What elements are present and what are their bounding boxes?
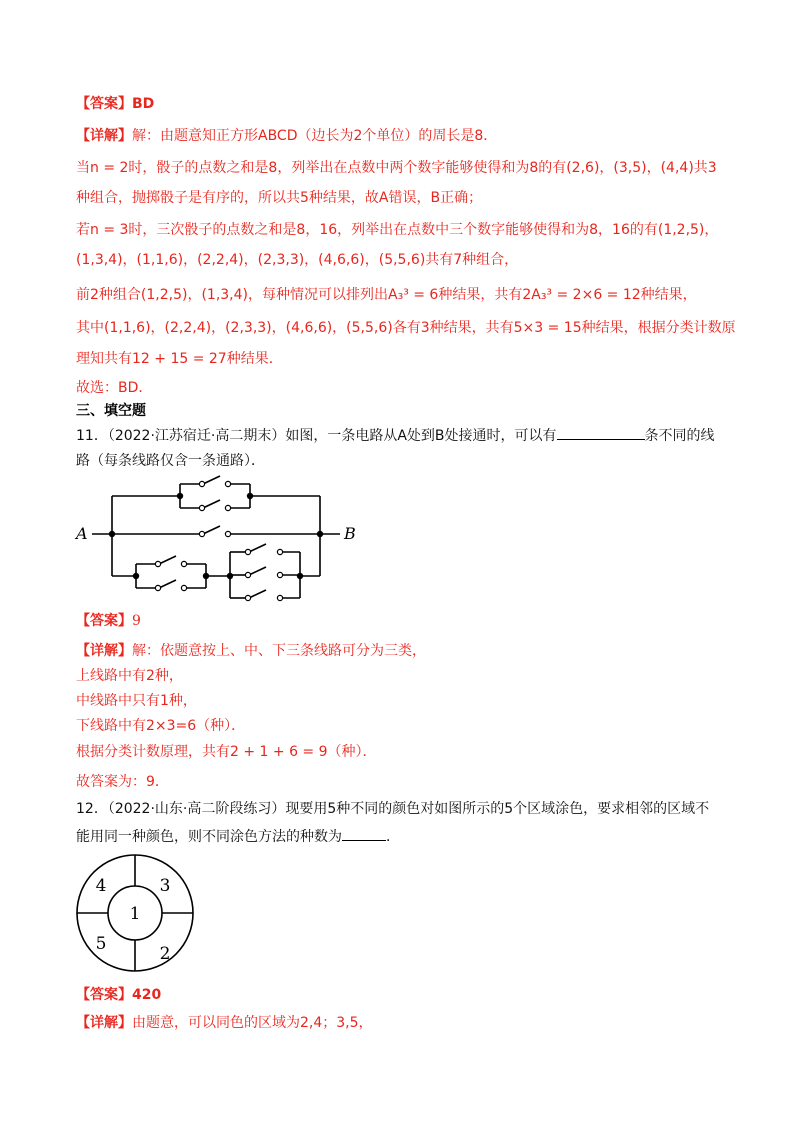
- prev-detail-line-2: 当n = 2时，骰子的点数之和是8，列举出在点数中两个数字能够使得和为8的有(2,6)，(3,5)，(4,4)共3: [76, 160, 717, 176]
- prev-detail-line-4: 若n = 3时，三次骰子的点数之和是8，16，列举出在点数中三个数字能够使得和为8，16的有(1,2,5)，: [76, 222, 719, 238]
- ring-diagram: [70, 848, 200, 978]
- node-label-b: B: [344, 524, 356, 543]
- region-5: 5: [95, 934, 107, 954]
- q12-text-line-1: 12．（2022·山东·高二阶段练习）现要用5种不同的颜色对如图所示的5个区域涂色，要求相邻的区域不: [76, 801, 710, 817]
- section-title: 三、填空题: [76, 403, 146, 419]
- q11-detail-line-5: 根据分类计数原理，共有2 + 1 + 6 = 9（种）．: [76, 744, 377, 760]
- prev-detail-line-5: (1,3,4)，(1,1,6)，(2,2,4)，(2,3,3)，(4,6,6)，(5,5,6)共有7种组合，: [76, 252, 519, 268]
- prev-detail-line-3: 种组合，抛掷骰子是有序的，所以共5种结果，故A错误，B正确；: [76, 190, 483, 206]
- prev-conclusion: 故选：BD．: [76, 380, 153, 396]
- q11-text-line-2: 路（每条线路仅含一条通路）．: [76, 453, 265, 469]
- q12-detail-text: 由题意，可以同色的区域为2,4；3,5，: [132, 1015, 373, 1031]
- answer-label: 【答案】: [76, 96, 132, 112]
- prev-detail-line-6: 前2种组合(1,2,5)，(1,3,4)，每种情况可以排列出A₃³ = 6种结果，共有2A₃³ = 2×6 = 12种结果，: [76, 287, 697, 303]
- q11-detail-line-3: 中线路中只有1种，: [76, 693, 197, 709]
- region-4: 4: [95, 876, 107, 896]
- prev-detail-line-7: 其中(1,1,6)，(2,2,4)，(2,3,3)，(4,6,6)，(5,5,6)各有3种结果，共有5×3 = 15种结果，根据分类计数原: [76, 320, 736, 336]
- q12-detail-line-1: [76, 1013, 373, 1033]
- q11-text-a: 11．（2022·江苏宿迁·高二期末）如图，一条电路从A处到B处接通时，可以有: [76, 428, 557, 444]
- region-2: 2: [159, 944, 171, 964]
- q11-answer-blank: [557, 425, 645, 440]
- region-1: 1: [129, 904, 141, 924]
- circuit-diagram: [70, 472, 370, 602]
- q12-detail-label: 【详解】: [76, 1015, 132, 1031]
- detail-label: 【详解】: [76, 128, 132, 144]
- answer-value: BD: [132, 96, 155, 112]
- q11-answer-label: 【答案】: [76, 613, 132, 629]
- q11-text-line-1: [76, 425, 715, 446]
- prev-detail-line-8: 理知共有12 + 15 = 27种结果．: [76, 351, 283, 367]
- q11-detail-label: 【详解】: [76, 643, 132, 659]
- prev-detail-line-1: [76, 126, 497, 146]
- q11-answer-line: [76, 611, 141, 631]
- q11-detail-line-2: 上线路中有2种，: [76, 668, 183, 684]
- q11-detail-line-6: 故答案为：9．: [76, 774, 169, 790]
- q12-answer-line: [76, 985, 161, 1005]
- q12-text-a: 能用同一种颜色，则不同涂色方法的种数为: [76, 829, 342, 845]
- node-label-a: A: [76, 524, 88, 543]
- q11-detail-line-1: [76, 641, 426, 661]
- q12-text-line-2: [76, 826, 400, 847]
- q11-text-b: 条不同的线: [644, 428, 715, 444]
- detail-text: 解：由题意知正方形ABCD（边长为2个单位）的周长是8．: [132, 128, 498, 144]
- region-3: 3: [159, 876, 171, 896]
- q12-answer-value: 420: [132, 987, 162, 1003]
- q11-detail-text: 解：依题意按上、中、下三条线路可分为三类，: [132, 643, 426, 659]
- q12-answer-label: 【答案】: [76, 987, 132, 1003]
- q11-detail-line-4: 下线路中有2×3=6（种）．: [76, 718, 246, 734]
- prev-answer-line: [76, 94, 154, 114]
- q12-text-end: ．: [386, 829, 400, 845]
- q12-answer-blank: [342, 826, 386, 841]
- q11-answer-value: 9: [132, 613, 141, 629]
